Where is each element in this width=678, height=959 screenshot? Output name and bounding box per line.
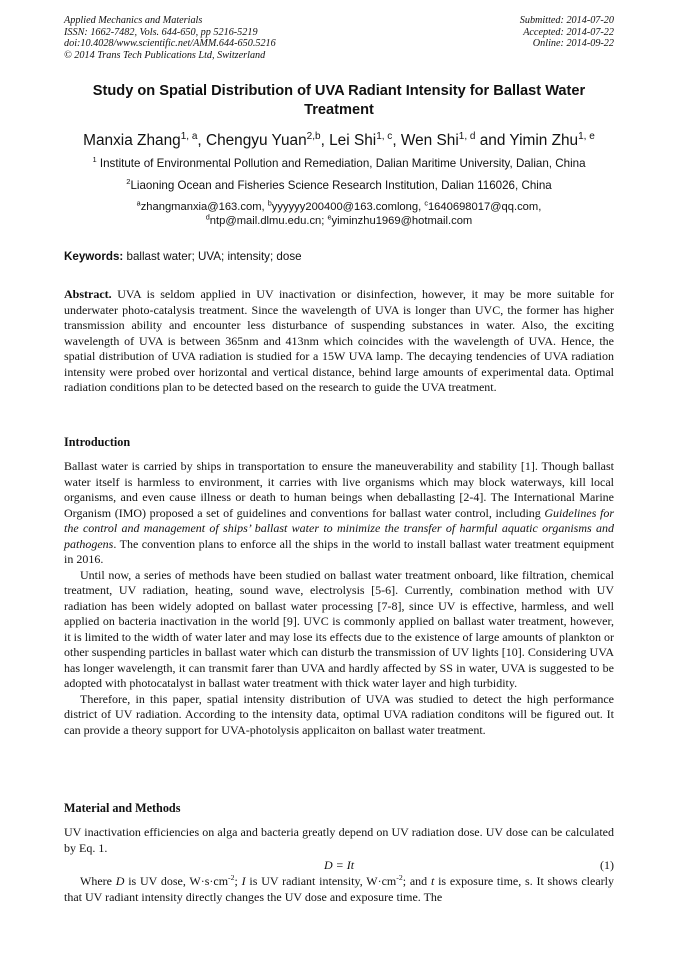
affiliation-2 [40, 178, 638, 193]
intro-text: Ballast water is carried by ships in transportation to ensure the maneuverability and stability [1]. Though ballast water itself is harmless to environment, it carries with live organisms which may block waterways, kill local organisms, and even cause illness or death to human beings when deballasting [2-4]. The International Marine Organism (IMO) proposed a set of guidelines and conventions for ballast water control, including [64, 459, 614, 520]
symbol-i: I [241, 874, 246, 888]
author-name: Chengyu Yuan [205, 132, 307, 149]
author-separator: and [475, 132, 510, 149]
author-affiliation-mark: 1, d [458, 130, 476, 142]
author-separator: , [197, 132, 206, 149]
copyright-line: © 2014 Trans Tech Publications Ltd, Switzerland [64, 49, 266, 61]
intro-paragraph-3: Therefore, in this paper, spatial intensity distribution of UVA was studied to detect the high performance district of UV radiation. According to the intensity data, optimal UVA radiation conditons will be figured out. It can provide a theory support for UVA-photolysis applicaiton on ballast water treatment. [64, 691, 614, 737]
author-name: Wen Shi [400, 132, 459, 149]
author-separator: , [320, 132, 330, 149]
introduction-body [64, 459, 614, 738]
email-address: zhangmanxia@163.com, [140, 201, 268, 213]
keywords-text: ballast water; UVA; intensity; dose [123, 250, 302, 263]
symbol-t: t [430, 874, 435, 888]
introduction-heading: Introduction [64, 435, 131, 449]
submitted-date: Submitted: 2014-07-20 [519, 15, 614, 26]
author-affiliation-mark: 1, a [180, 130, 198, 142]
email-mark: a [136, 198, 141, 208]
keywords-label: Keywords: [64, 250, 124, 263]
accepted-date: Accepted: 2014-07-22 [523, 26, 614, 38]
journal-name: Applied Mechanics and Materials [64, 15, 203, 26]
author-name: Manxia Zhang [83, 132, 181, 149]
issn-line: ISSN: 1662-7482, Vols. 644-650, pp 5216-5219 [64, 26, 258, 38]
keywords [64, 250, 302, 263]
equation-body: D = It [323, 858, 355, 872]
doi-line: doi:10.4028/www.scientific.net/AMM.644-650.5216 [64, 38, 276, 50]
submission-dates [520, 15, 614, 50]
author-name: Lei Shi [329, 132, 377, 149]
author-affiliation-mark: 1, c [376, 130, 393, 142]
author-affiliation-mark: 1, e [578, 130, 595, 142]
affiliation-mark: 2 [126, 177, 131, 187]
paper-title: Study on Spatial Distribution of UVA Radiant Intensity for Ballast Water Treatment [92, 83, 586, 118]
author-list [40, 131, 638, 151]
symbol-d: D [115, 874, 125, 888]
unit-exponent: -2 [396, 873, 403, 882]
abstract-label: Abstract. [64, 287, 112, 301]
methods-paragraph-2: Where D is UV dose, $W\cdot s\cdot cm^{-2}$; I is UV radiant intensity, $W\cdot cm^{-2}$; and t is exposure time, s. It shows clearly that UV radiant intensity directly changes the UV dose and exposure time. The [64, 873, 614, 904]
intro-paragraph-1 [64, 459, 614, 568]
email-mark: c [424, 198, 428, 208]
author-separator: , [392, 132, 401, 149]
affiliation-1 [40, 156, 638, 171]
intro-paragraph-2: Until now, a series of methods have been studied on ballast water treatment onboard, like filtration, chemical treatment, UV radiation, heating, sound wave, electrolysis [5-6]. Currently, combination method with UV radiation has been widely adopted on ballast water processing [7-8], since UV is effective, harmless, and well applied on bacteria inactivation in the world [9]. UVC is commonly applied on ballast water treatment, however, it is limited to the width of water later and may lose its effects due to the existence of large amounts of plankton or other suspending particles in ballast water which can disturb the transmission of UV lights [10]. Considering UVA has longer wavelength, it can transmit farer than UVA and hardly affected by SS in water, UVA is suggested to be adopted with photocatalyst in ballast water treatment with thick water layer and high turbidity. [64, 567, 614, 690]
unit-exponent: -2 [228, 873, 235, 882]
email-address: yiminzhu1969@hotmail.com [331, 215, 473, 227]
intro-text: . The convention plans to enforce all the ships in the world to install ballast water treatment equipment in 2016. [64, 536, 614, 566]
affiliation-mark: 1 [92, 155, 97, 165]
email-list [40, 200, 638, 228]
email-mark: e [327, 212, 332, 222]
abstract-text: UVA is seldom applied in UV inactivation or disinfection, however, it may be more suitable for underwater photo-catalysis treatment. Since the wavelength of UVA is longer than UVC, the former has higher transmission ability and encounter less disturbance of suspending substances in water. Also, the exciting wavelength of UVA is between 365nm and 413nm which coincides with the wavelength of UVA. Hence, the spatial distribution of UVA radiation is studied for a 15W UVA lamp. The decaying tendencies of UVA radiation intensity were probed over horizontal and vertical distance, behind large amounts of experimental data. Optimal radiation conditions plan to be detected based on the research to guide the UVA treatment. [64, 287, 614, 394]
email-mark: d [205, 212, 210, 222]
journal-info [64, 15, 276, 61]
equation-number: (1) [600, 858, 614, 872]
online-date: Online: 2014-09-22 [532, 38, 614, 50]
methods-intro: UV inactivation efficiencies on alga and bacteria greatly depend on UV radiation dose. UV dose can be calculated by Eq. 1. [64, 825, 614, 855]
affiliation-text: Liaoning Ocean and Fisheries Science Research Institution, Dalian 116026, China [130, 179, 552, 192]
affiliation-text: Institute of Environmental Pollution and Remediation, Dalian Maritime University, Dalian, China [96, 157, 586, 170]
author-affiliation-mark: 2,b [306, 130, 321, 142]
email-address: 1640698017@qq.com, [427, 201, 542, 213]
email-address: yyyyyy200400@163.comlong, [271, 201, 425, 213]
email-address: ntp@mail.dlmu.edu.cn; [209, 215, 328, 227]
abstract [64, 287, 614, 396]
author-name: Yimin Zhu [509, 132, 579, 149]
methods-heading: Material and Methods [64, 801, 181, 815]
email-mark: b [267, 198, 272, 208]
guideline-title: Guidelines for the control and management of ships’ ballast water to minimize the transfer of harmful aquatic organisms and pathogens [64, 505, 614, 551]
